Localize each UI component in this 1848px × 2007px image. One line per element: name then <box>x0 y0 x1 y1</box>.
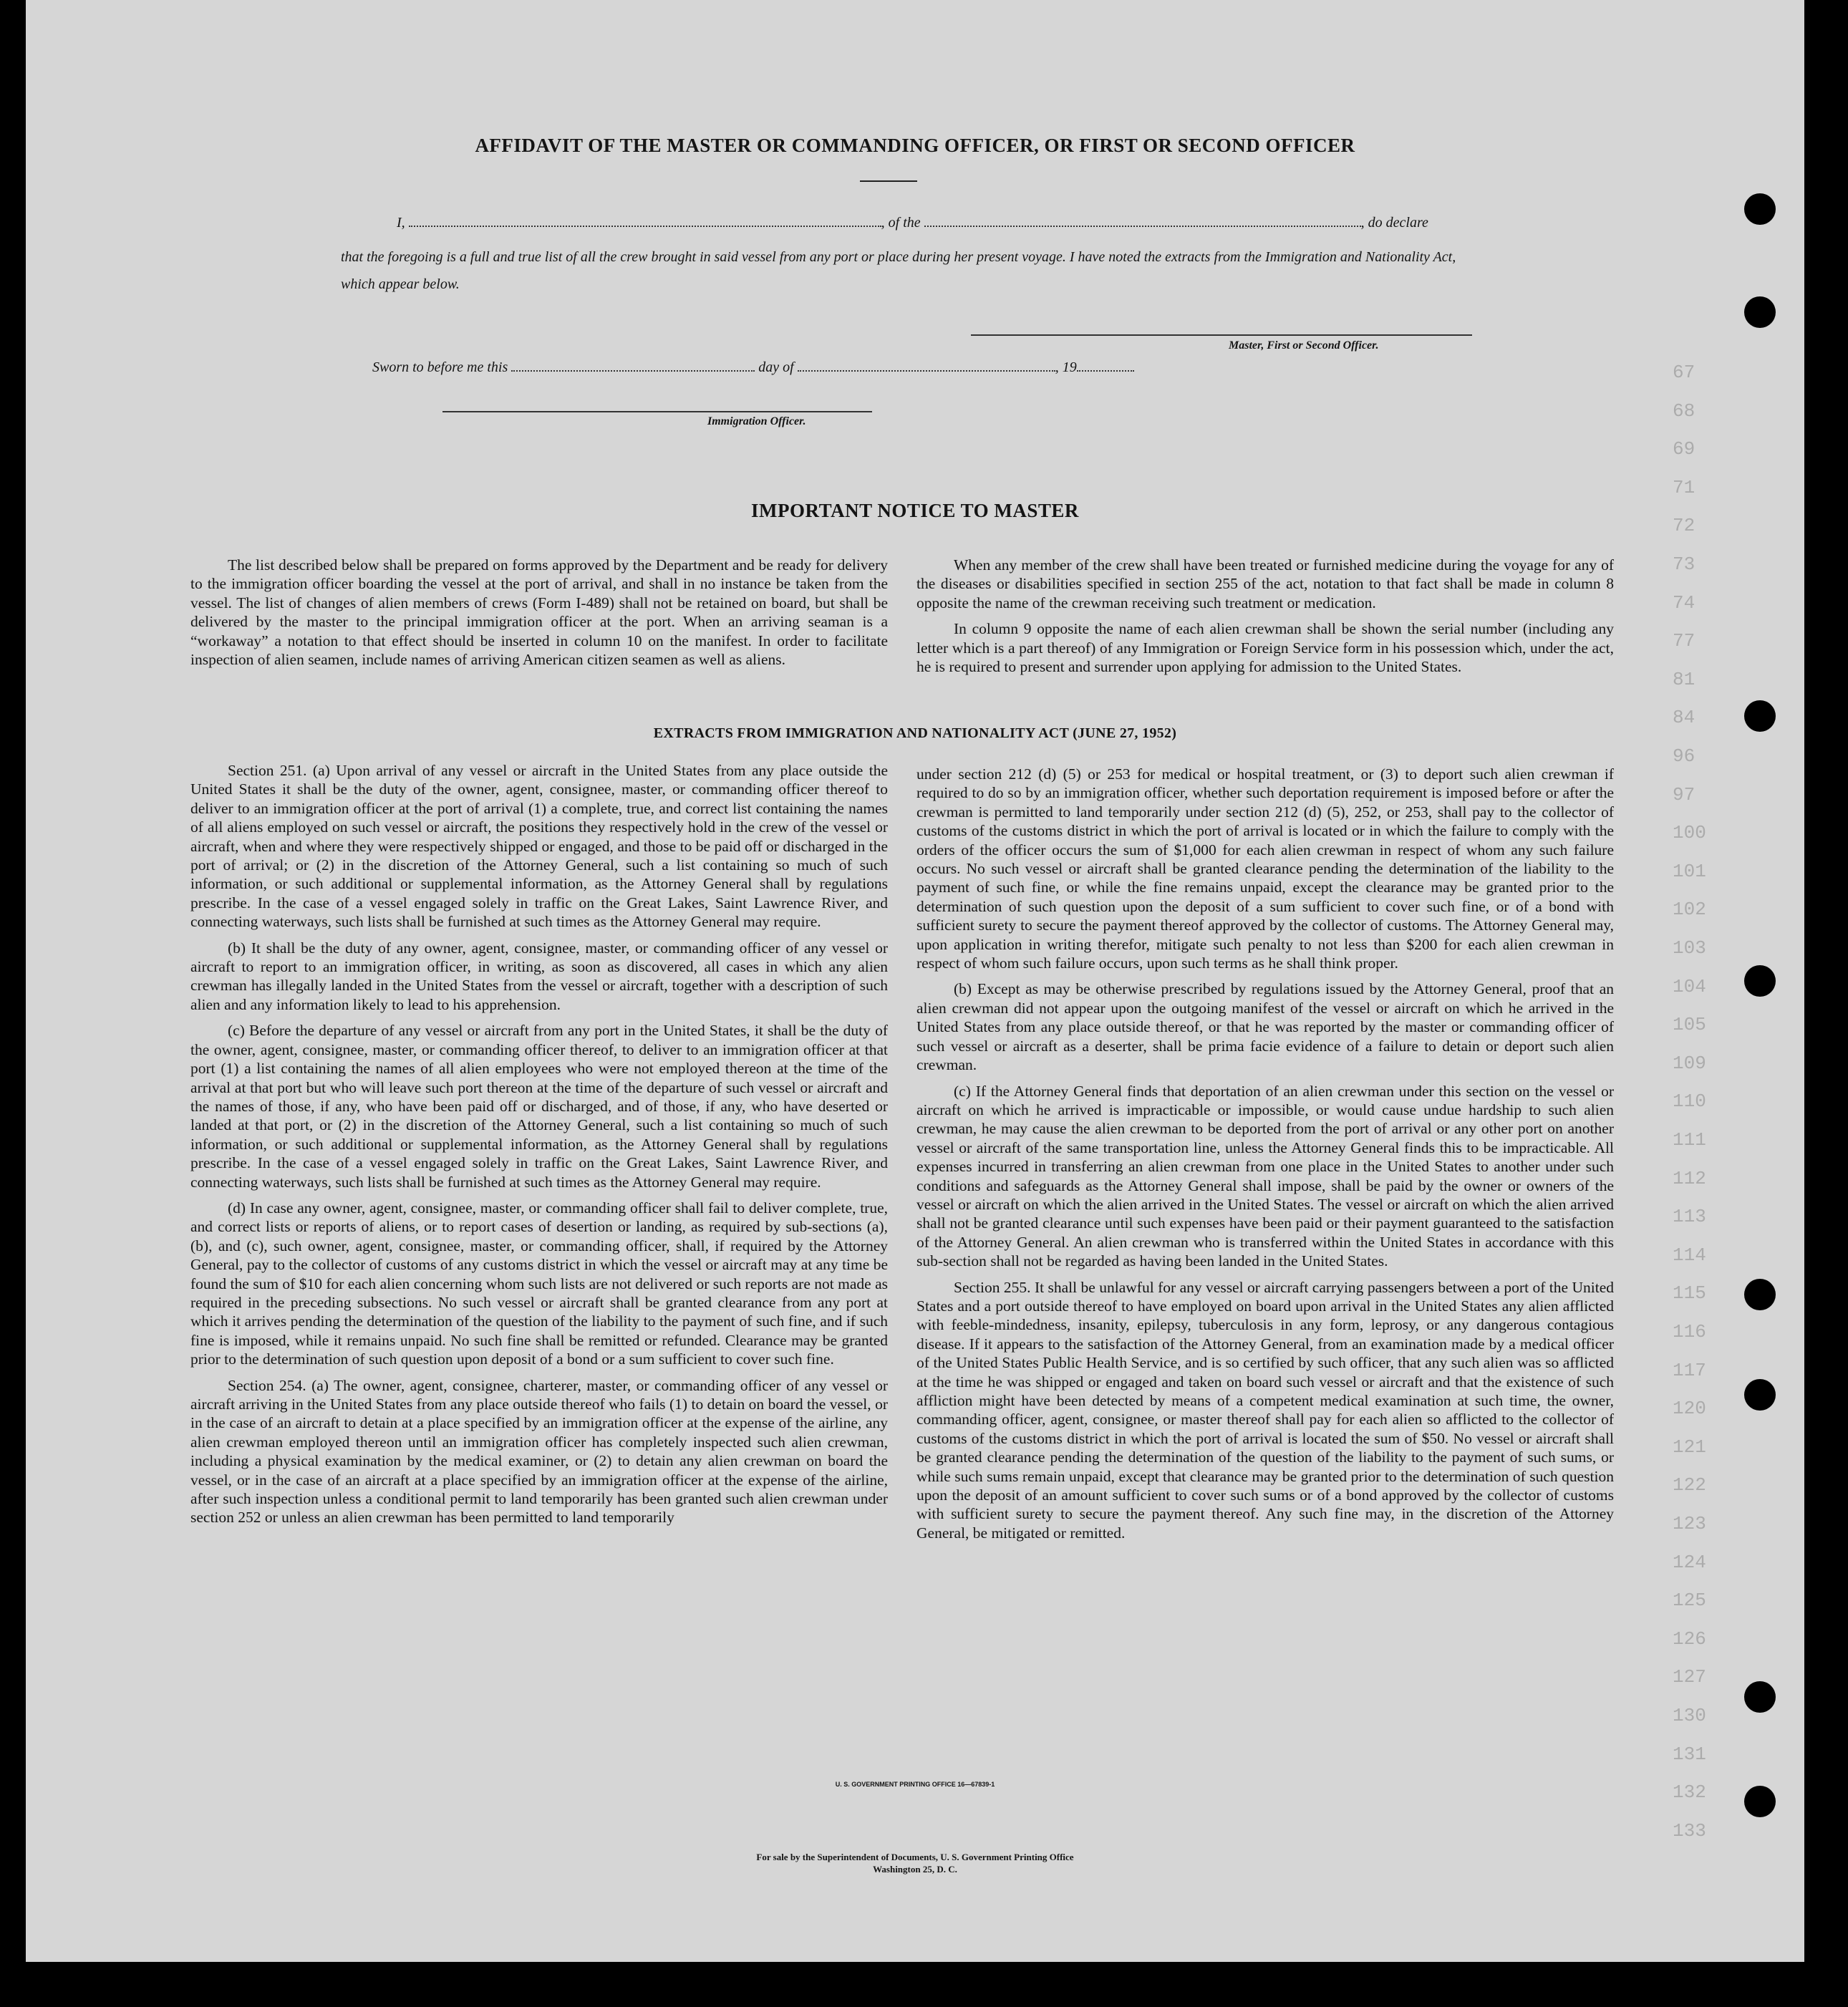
immigration-officer-caption: Immigration Officer. <box>707 415 806 427</box>
bleed-through-number: 105 <box>1673 1014 1706 1036</box>
bleed-through-number: 124 <box>1673 1551 1706 1573</box>
bleed-through-number: 127 <box>1673 1666 1706 1688</box>
i-label: I, <box>397 215 405 231</box>
affidavit-title: AFFIDAVIT OF THE MASTER OR COMMANDING OFFICER, OR FIRST OR SECOND OFFICER <box>475 135 1355 156</box>
section-paragraph: (c) Before the departure of any vessel or aircraft from any port in the United States, it shall be the duty of the owner, agent, consignee, master, or commanding officer thereof, to deliver to an immigration officer at that port (1) a list containing the names of all alien employees who were not employed thereon at the time of the arrival at that port but who will leave such port thereon at the time of the departure of such vessel or aircraft and the names of those, if any, who have been paid off or discharged, and of those, if any, who have deserted or landed at that port, or (2) in the discretion of the Attorney General, such a list containing so much of such information, or such additional or supplemental information, as the Attorney General shall by regulations prescribe. In the case of a vessel engaged solely in traffic on the Great Lakes, Saint Lawrence River, and connecting waterways, such lists shall be furnished at such times as the Attorney General may require. <box>190 1022 888 1191</box>
bleed-through-number: 112 <box>1673 1167 1706 1189</box>
bleed-through-number: 74 <box>1673 591 1695 614</box>
bleed-through-number: 130 <box>1673 1705 1706 1726</box>
declaration-text: that the foregoing is a full and true list of all the crew brought in said vessel from any port or place during her present voyage. I have noted the extracts from the Immigration and Nationality Act, which appear below. <box>341 249 1456 292</box>
section-paragraph: Section 255. It shall be unlawful for any vessel or aircraft carrying passengers between a port of the United States and a port outside thereof to have employed on board upon arrival in the United States any alien afflicted with feeble-mindedness, insanity, epilepsy, tuberculosis in any form, leprosy, or any dangerous contagious disease. If it appears to the satisfaction of the Attorney General, from an examination made by a medical officer of the United States Public Health Service, and is so certified by such officer, that any such alien was so afflicted at the time he was shipped or engaged and taken on board such vessel or aircraft and that the existence of such affliction might have been detected by means of a competent medical examination at such time, the owner, commanding officer, agent, consignee, or master thereof shall pay for each alien so afflicted to the collector of customs of the customs district in which the port of arrival is located the sum of $50. No vessel or aircraft shall be granted clearance pending the determination of the question of the liability to the payment of such sums, or while such sums remain unpaid, except that clearance may be granted prior to the determination of such question upon the deposit of an amount sufficient to cover such sums or of a bond approved by the collector of customs with sufficient surety to secure the payment thereof. Any such fine may, in the discretion of the Attorney General, be mitigated or remitted. <box>916 1278 1614 1542</box>
bleed-through-number: 116 <box>1673 1321 1706 1343</box>
bleed-through-number: 121 <box>1673 1436 1706 1458</box>
bleed-through-number: 97 <box>1673 783 1695 806</box>
punch-hole <box>1744 965 1776 997</box>
bleed-through-number: 131 <box>1673 1743 1706 1765</box>
name-field[interactable] <box>409 216 881 227</box>
section-paragraph: (c) If the Attorney General finds that deportation of an alien crewman under this section on the vessel or aircraft on which he arrived is impracticable or impossible, or would cause undue hardship to such alien crewman, he may cause the alien crewman to be deported from the port of arrival or any other port on another vessel or aircraft of the same transportation line, unless the Attorney General finds this to be impracticable. All expenses incurred in transferring an alien crewman from one place in the United States to another under such conditions and safeguards as the Attorney General shall impose, shall be paid by the owner or owners of the vessel or aircraft on which the alien arrived in the United States. The vessel or aircraft on which the alien arrived shall not be granted clearance until such expenses have been paid or their payment guaranteed to the satisfaction of the Attorney General. An alien crewman who is transferred within the United States in accordance with this sub-section shall not be regarded as having been landed in the United States. <box>916 1082 1614 1270</box>
bleed-through-number: 69 <box>1673 438 1695 460</box>
year-label: , 19 <box>1055 359 1077 375</box>
bleed-through-number: 120 <box>1673 1398 1706 1420</box>
punch-hole <box>1744 1786 1776 1817</box>
bleed-through-number: 101 <box>1673 860 1706 882</box>
punch-hole <box>1744 1379 1776 1411</box>
section-paragraph: (b) It shall be the duty of any owner, agent, consignee, master, or commanding officer of any vessel or aircraft to report to an immigration officer, in writing, as soon as discovered, all cases in which any alien crewman has illegally landed in the United States from the vessel or aircraft, together with a description of such alien and any information likely to lead to his apprehension. <box>190 939 888 1013</box>
extracts-right-column <box>916 765 1614 1549</box>
bleed-through-number: 68 <box>1673 400 1695 422</box>
extracts-heading: EXTRACTS FROM IMMIGRATION AND NATIONALITY ACT (JUNE 27, 1952) <box>653 725 1177 741</box>
vessel-field[interactable] <box>924 216 1361 227</box>
immigration-officer-signature-line[interactable] <box>442 411 872 412</box>
bleed-through-number: 109 <box>1673 1052 1706 1074</box>
punch-hole <box>1744 296 1776 328</box>
bleed-through-number: 81 <box>1673 668 1695 690</box>
section-paragraph: Section 254. (a) The owner, agent, consignee, charterer, master, or commanding officer of any vessel or aircraft arriving in the United States from any place outside thereof who fails (1) to detain on board the vessel, or in the case of an aircraft to detain at a place specified by an immigration officer at the expense of the airline, any alien crewman employed thereon until an immigration officer has completely inspected such alien crewman, including a physical examination by the medical examiner, or (2) to detain any alien crewman on board the vessel, or in the case of an aircraft at a place specified by an immigration officer at the expense of the airline, after such inspection unless a conditional permit to land temporarily has been granted such alien crewman under section 252 or unless an alien crewman has been permitted to land temporarily <box>190 1376 888 1527</box>
sale-line: For sale by the Superintendent of Documents, U. S. Government Printing Office <box>756 1852 1074 1862</box>
notice-paragraph: When any member of the crew shall have been treated or furnished medicine during the voyage for any of the diseases or disabilities specified in section 255 of the act, notation to that fact shall be made in column 8 opposite the name of the crewman receiving such treatment or medication. <box>916 556 1614 611</box>
bleed-through-number: 102 <box>1673 899 1706 921</box>
section-paragraph: (d) In case any owner, agent, consignee, master, or commanding officer shall fail to deliver complete, true, and correct lists or reports of aliens, or to report cases of desertion or landing, as required by sub-sections (a), (b), and (c), such owner, agent, consignee, master, or commanding officer, shall, if required by the Attorney General, pay to the collector of customs of any customs district in which the vessel or aircraft may at any time be found the sum of $10 for each alien concerning whom such lists are not delivered or such reports are not made as required in the preceding subsections. No such vessel or aircraft shall be granted clearance from any port at which it arrives pending the determination of the question of the liability to the payment of such fine, and if such fine is imposed, while it remains unpaid. No such fine shall be remitted or refunded. Clearance may be granted prior to the determination of such question upon deposit of a bond or a sum sufficient to cover such fine. <box>190 1199 888 1368</box>
declarant-line <box>397 215 1428 231</box>
section-paragraph: (b) Except as may be otherwise prescribed by regulations issued by the Attorney General, proof that an alien crewman did not appear upon the outgoing manifest of the vessel or aircraft on which he arrived in the United States from any place outside thereof, or that he was reported by the master or commanding officer of such vessel or aircraft as a deserter, shall be prima facie evidence of a failure to detain or deport such alien crewman. <box>916 980 1614 1074</box>
bleed-through-number: 126 <box>1673 1628 1706 1650</box>
punch-hole <box>1744 1279 1776 1310</box>
bleed-through-number: 110 <box>1673 1090 1706 1113</box>
bleed-through-number: 73 <box>1673 553 1695 575</box>
bleed-through-number: 114 <box>1673 1244 1706 1266</box>
section-paragraph: Section 251. (a) Upon arrival of any vessel or aircraft in the United States from any place outside the United States it shall be the duty of the owner, agent, consignee, master, or commanding officer thereof to deliver to an immigration officer at the port of arrival (1) a complete, true, and correct list containing the names of all aliens employed on such vessel or aircraft, the positions they respectively hold in the crew of the vessel or aircraft, when and where they were respectively shipped or engaged, and those to be paid off or discharged in the port of arrival; or (2) in the discretion of the Attorney General, such a list containing so much of such information, or such additional or supplemental information, as the Attorney General shall by regulations prescribe. In the case of a vessel engaged solely in traffic on the Great Lakes, Saint Lawrence River, and connecting waterways, such lists shall be furnished at such times as the Attorney General may require. <box>190 762 888 931</box>
sworn-day-field[interactable] <box>511 360 755 372</box>
bleed-through-number: 77 <box>1673 630 1695 652</box>
day-of-label: day of <box>758 359 794 375</box>
bleed-through-number: 111 <box>1673 1129 1706 1151</box>
do-declare-label: , do declare <box>1360 215 1428 231</box>
bleed-through-number: 96 <box>1673 745 1695 767</box>
document-page <box>26 0 1804 1962</box>
notice-heading: IMPORTANT NOTICE TO MASTER <box>751 500 1079 521</box>
sale-line: Washington 25, D. C. <box>873 1864 957 1875</box>
punch-hole <box>1744 1681 1776 1713</box>
bleed-through-number: 113 <box>1673 1206 1706 1228</box>
bleed-through-number: 72 <box>1673 515 1695 537</box>
sworn-month-field[interactable] <box>798 360 1055 372</box>
notice-left-column <box>190 556 888 676</box>
extracts-left-column <box>190 761 888 1534</box>
title-divider <box>860 180 917 182</box>
bleed-through-number: 132 <box>1673 1781 1706 1804</box>
bleed-through-number: 122 <box>1673 1474 1706 1496</box>
section-paragraph: under section 212 (d) (5) or 253 for medical or hospital treatment, or (3) to deport such alien crewman if required to do so by an immigration officer, whether such deportation requirement is imposed before or after the crewman is permitted to land temporarily under section 212 (d) (5), 252, or 253, shall pay to the collector of customs of the customs district in which the port of arrival is located or in which the failure to comply with the orders of the officer occurs the sum of $1,000 for each alien crewman in respect of whom any such failure occurs. No such vessel or aircraft shall be granted clearance pending the determination of the liability to the payment of such fine, or while the fine remains unpaid, except the clearance may be granted prior to the determination of such question upon the deposit of a sum sufficient to cover such fine, or of a bond with sufficient surety to secure the payment thereof approved by the collector of customs. The Attorney General may, upon application in writing therefor, mitigate such penalty to not less than $200 for each alien crewman in respect of whom such failure occurs, upon such terms as he shall think proper. <box>916 765 1614 972</box>
bleed-through-number: 67 <box>1673 362 1695 383</box>
bleed-through-number: 103 <box>1673 937 1706 959</box>
bleed-through-number: 123 <box>1673 1513 1706 1534</box>
bleed-through-number: 104 <box>1673 975 1706 997</box>
bleed-through-number: 115 <box>1673 1282 1706 1305</box>
master-caption: Master, First or Second Officer. <box>1229 339 1379 352</box>
bleed-through-number: 100 <box>1673 822 1706 844</box>
bleed-through-number: 71 <box>1673 476 1695 498</box>
punch-hole <box>1744 193 1776 225</box>
bleed-through-number: 84 <box>1673 707 1695 729</box>
sworn-year-field[interactable] <box>1077 360 1134 372</box>
master-signature-line[interactable] <box>971 334 1472 336</box>
notice-paragraph: The list described below shall be prepared on forms approved by the Department and be ready for delivery to the immigration officer boarding the vessel at the port of arrival, and shall in no instance be taken from the vessel. The list of changes of alien members of crews (Form I-489) shall not be retained on board, but shall be delivered by the master to the principal immigration officer at the port. When an arriving seaman is a “workaway” a notation to that effect should be inserted in column 10 on the manifest. In order to facilitate inspection of alien seamen, include names of arriving American citizen seamen as well as aliens. <box>190 556 888 669</box>
of-the-label: , of the <box>881 215 921 231</box>
bleed-through-number: 117 <box>1673 1359 1706 1381</box>
sale-notice <box>26 1851 1804 1875</box>
sworn-label: Sworn to before me this <box>372 359 508 375</box>
notice-right-column <box>916 556 1614 683</box>
gpo-imprint: U. S. GOVERNMENT PRINTING OFFICE 16—67839-1 <box>835 1781 995 1788</box>
bleed-through-number: 125 <box>1673 1590 1706 1612</box>
bleed-through-number: 133 <box>1673 1819 1706 1842</box>
sworn-line <box>372 359 1134 376</box>
notice-paragraph: In column 9 opposite the name of each alien crewman shall be shown the serial number (including any letter which is a part thereof) of any Immigration or Foreign Service form in his possession which, under the act, he is required to present and surrender upon applying for admission to the United States. <box>916 620 1614 676</box>
